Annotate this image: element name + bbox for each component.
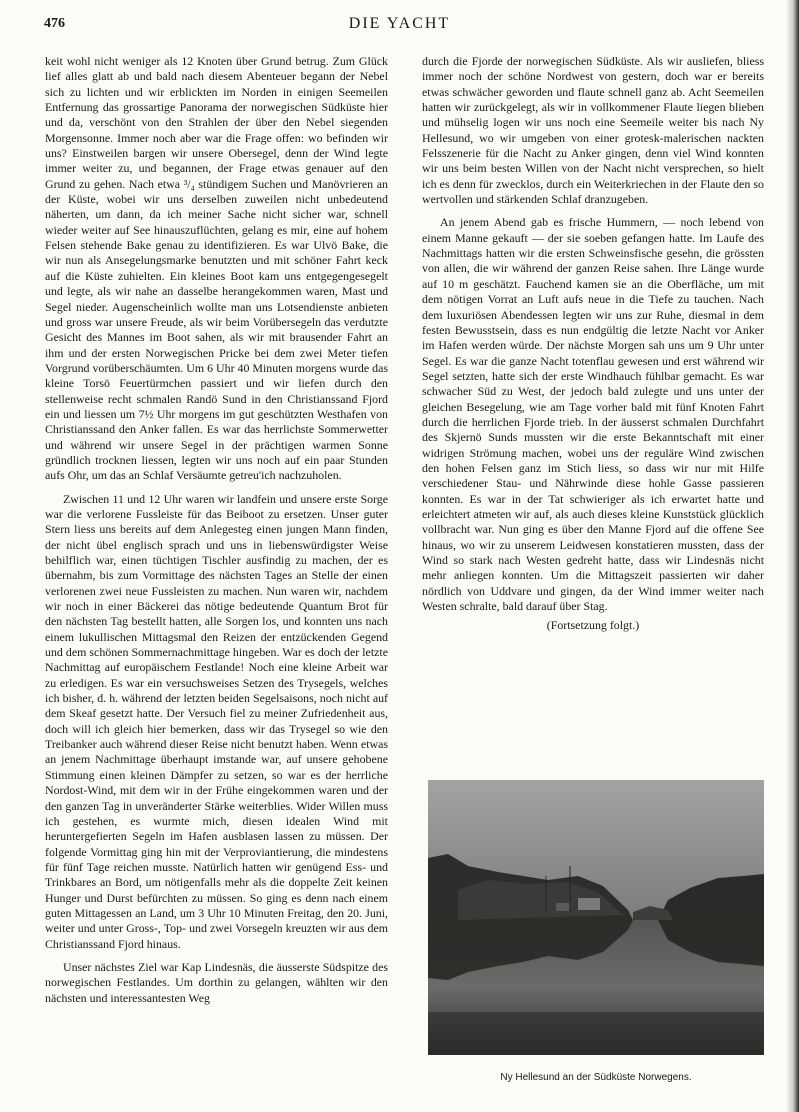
running-title: DIE YACHT xyxy=(348,15,451,32)
right-column xyxy=(422,54,764,754)
paragraph: Unser nächstes Ziel war Kap Lindesnäs, die äusserste Südspitze des norwegischen Festlandes. Um dorthin zu gelangen, wählten wir den nächsten und interessantesten Weg xyxy=(45,959,388,1005)
page-edge-shadow xyxy=(787,0,799,1112)
fjord-photograph xyxy=(428,780,764,1055)
page-number: 476 xyxy=(44,16,65,31)
paragraph: keit wohl nicht weniger als 12 Knoten über Grund betrug. Zum Glück lief alles glatt ab und bald nach diesem Abenteuer begann der Nebel sich zu lichten und wir erblickten im Norden in einigen Seemeilen Entfernung das grossartige Panorama der norwegischen Südküste hier und da, verschönt von den Strahlen der über den Nebel siegenden Morgensonne. Immer noch aber war die Frage offen: wo befinden wir uns? Einstweilen bargen wir unsere Obersegel, denn der Wind legte immer weiter zu, und begannen, der Frage etwas genauer auf den Grund zu gehen. Nach etwa ³/₄ stündigem Suchen und Manövrieren an der Küste, wobei wir uns derselben zuweilen nicht unbedeutend näherten, um dann, da ich meiner Sache nicht sicher war, schnell wieder weiter auf See hinauszuflüchten, gelang es mir, eine auf hohem Felsen stehende Bake genau zu identifizieren. Es war Ulvö Bake, die wir nun als Ansegelungsmarke benutzten und mit schöner Fahrt keck auf die Küste zuhielten. Ein kleines Boot kam uns entgegengesegelt und legte, als wir nahe an dasselbe herangekommen waren, Mast und Segel nieder. Augenscheinlich wollte man uns Lotsendienste anbieten und gross war unsere Freude, als wir beim Vorübersegeln das verdutzte Gesicht des Mannes im Boot sahen, als wir mit brausender Fahrt an ihm und der ersten Norwegischen Pricke bei dem zwei Meter tiefen Vorgrund vorüberschäumten. Um 6 Uhr 40 Minuten morgens wurde das kleine Torsö Feuertürmchen passiert und wir liefen durch den stellenweise recht schmalen Randö Sund in den Christianssand Fjord ein und liessen um 7½ Uhr morgens im gut geschützten Westhafen von Christianssand den Anker fallen. Es war das herrlichste Sommerwetter und während wir unsere Segel in der prächtigen warmen Sonne gründlich trocknen liessen, legten wir uns noch auf ein paar Stunden aufs Ohr, um das an Schlaf Versäumte getreu'ich nachzuholen. xyxy=(45,54,388,483)
paragraph: An jenem Abend gab es frische Hummern, — noch lebend von einem Manne gekauft — der sie soeben gefangen hatte. Im Laufe des Nachmittags hatten wir die ersten Schweinsfische gesehn, die grössten von allen, die wir während der ganzen Reise sahen. Ihre Länge wurde auf 10 m geschätzt. Fauchend kamen sie an die Oberfläche, um mit dem nötigen Vorrat an Luft aufs neue in die Tiefe zu tauchen. Nach dem luxuriösen Abendessen legten wir uns zur Ruhe, diesmal in dem festen Bewusstsein, dass es nun endgültig die letzte Nacht vor Anker im Hafen werden würde. Der nächste Morgen sah uns um 9 Uhr unter Segel. Es war die ganze Nacht totenflau gewesen und erst während wir Segel setzten, hatte sich der erste Windhauch fühlbar gemacht. Es war schwacher Süd zu West, der jedoch bald zulegte und uns unter der gleichen Besegelung, wie am Tage vorher bald mit fünf Knoten Fahrt durch die herrlichen Fjorde trieb. In der äusserst schmalen Durchfahrt des Skjernö Sunds mussten wir die erste Bekanntschaft mit einer widrigen Strömung machen, wobei uns der reguläre Wind zwischen den hohen Felsen ganz im Stich liess, so dass wir nur mit Hilfe verschiedener Stau- und Nährwinde diese hohle Gasse passieren konnten. Es war in der Tat schwieriger als ich erwartet hatte und erleichtert atmeten wir auf, als auch dieses kleine Kunststück glücklich vollbracht war. Nun ging es über den Manne Fjord auf die offene See hinaus, wo wir zu unserem Leidwesen konstatieren mussten, dass der Wind so stark nach Westen gedreht hatte, dass wir Lindesnäs nicht mehr anliegen konnten. Um die Mittagszeit passierten wir daher nördlich von Uddvare und gingen, da der Wind immer weiter nach Westen schralte, bald darauf über Stag. xyxy=(422,215,764,614)
paragraph: Zwischen 11 und 12 Uhr waren wir landfein und unsere erste Sorge war die verlorene Fussleiste für das Beiboot zu ersetzen. Unser guter Stern liess uns bereits auf dem Anlegesteg einen jungen Mann finden, der nicht übel englisch sprach und uns in liebenswürdigster Weise behilflich war, einen tüchtigen Tischler ausfindig zu machen, der es übernahm, bis zum Vormittage des nächsten Tages an Stelle der einen verlorenen zwei neue Fussleisten zu machen. Nun waren wir, nachdem wir noch in einer Bäckerei das nötige bedeutende Quantum Brot für den nächsten Tag bestellt hatten, alle Sorgen los, und konnten uns nach einem lukullischen Mittagsmal den Reizen der entzückenden Gegend und dem schönen Sommernachmittage hingeben. War es doch der letzte Nachmittag auf europäischem Festlande! Noch eine kleine Arbeit war zu erledigen. Es war ein versuchsweises Setzen des Trysegels, welches ich bisher, d. h. während der letzten beiden Segelsaisons, noch nicht auf dem Skeaf gesetzt hatte. Der Versuch fiel zu meiner Zufriedenheit aus, doch will ich gleich hier bemerken, dass wir das Trysegel so wie den Treibanker auch während dieser Reise nicht benutzt haben. Wenn etwas an jenem Nachmittage überhaupt imstande war, auf unsere gehobene Stimmung einen kleinen Dämpfer zu setzen, so war es der herrliche Nordost-Wind, mit dem wir in der Frühe eingekommen waren und der den ganzen Tag in unveränderter Stärke weiterblies. Wider Willen muss ich gestehen, es wurmte mich, diesen idealen Wind mit heruntergefierten Segeln im Hafen ausblasen lassen zu müssen. Der folgende Vormittag ging hin mit der Verproviantierung, die mindestens für fünf Tage reichen musste. Natürlich hatten wir genügend Ess- und Trinkbares an Bord, um nötigenfalls mehr als die doppelte Zeit keinen Hunger und Durst befürchten zu müssen. So ging es denn nach einem guten Mittagessen an Land, um 3 Uhr 10 Minuten Freitag, den 20. Juni, weiter und unter Gross-, Top- und zwei Vorsegeln kreuzten wir aus dem Christianssand Fjord hinaus. xyxy=(45,491,388,951)
photo-caption: Ny Hellesund an der Südküste Norwegens. xyxy=(500,1072,692,1083)
paragraph: durch die Fjorde der norwegischen Südküste. Als wir ausliefen, bliess immer noch der schöne Nordwest von gestern, doch war er bereits etwas schwächer geworden und flaute schnell ganz ab. Acht Seemeilen hatten wir zurückgelegt, als wir in vollkommener Flaute liegen blieben und mühselig logen wir uns noch eine Seemeile weiter bis nach Ny Hellesund, wo wir umgeben von einer grotesk-malerischen nackten Felsszenerie für die Nacht zu Anker gingen, denn viel Wind konnten wir uns beim besten Willen von der Nacht nicht versprechen, so hielt ich es denn für zwecklos, durch ein Weiterkriechen in der Flaute den so wertvollen und stärkenden Schlaf dranzugeben. xyxy=(422,54,764,207)
fjord-photo-image xyxy=(428,780,764,1055)
left-column xyxy=(45,54,388,1094)
continuation-note: (Fortsetzung folgt.) xyxy=(546,618,640,633)
